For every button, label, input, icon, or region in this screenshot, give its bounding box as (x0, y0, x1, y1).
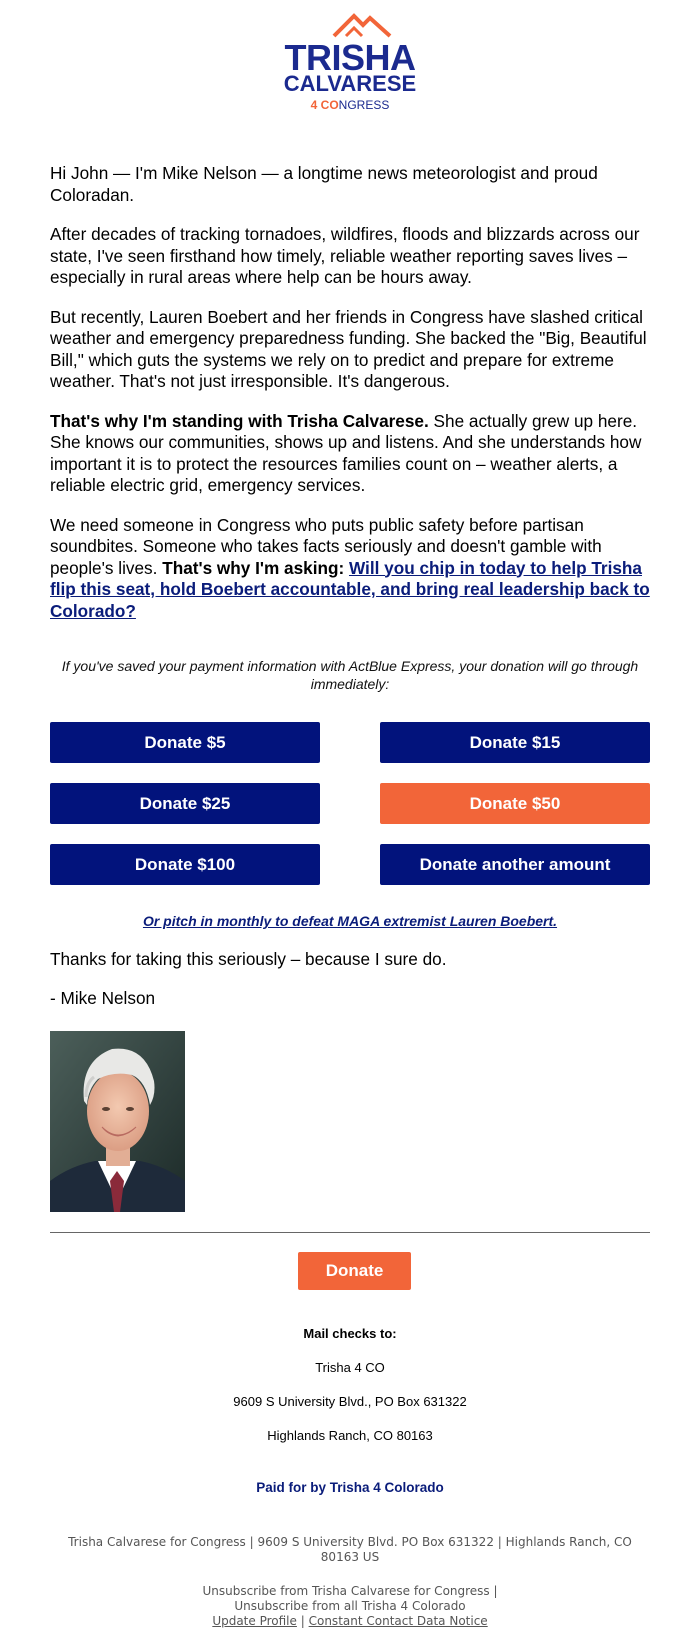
mail-checks-heading: Mail checks to: (303, 1326, 397, 1341)
email-body (50, 163, 650, 640)
mail-address-line-3: Highlands Ranch, CO 80163 (267, 1428, 433, 1443)
portrait-illustration (50, 1031, 185, 1212)
logo-line-congress (0, 98, 700, 112)
mail-address-line-2: 9609 S University Blvd., PO Box 631322 (233, 1394, 467, 1409)
monthly-donation (50, 913, 650, 929)
paragraph-experience: After decades of tracking tornadoes, wildfires, floods and blizzards across our state, I've seen firsthand how timely, reliable weather reporting saves lives – especially in rural areas where help can be hours away. (50, 224, 640, 287)
ask-bold: That's why I'm asking: (162, 557, 349, 578)
logo-4co: 4 CO (310, 98, 339, 112)
ask-intro: We need someone in Congress who puts public safety before partisan soundbites. Someone who takes facts seriously and doesn't gamble with people's lives. (50, 514, 602, 578)
unsubscribe-block (0, 1584, 700, 1629)
footer-donate-button[interactable]: Donate (298, 1252, 411, 1290)
donate-50-button[interactable]: Donate $50 (380, 783, 650, 824)
legal-address: Trisha Calvarese for Congress | 9609 S University Blvd. PO Box 631322 | Highlands Ranch, CO 80163 US (68, 1535, 632, 1564)
paragraph-ask (50, 515, 650, 623)
logo-ngress: NGRESS (338, 98, 390, 112)
paragraph-boebert: But recently, Lauren Boebert and her friends in Congress have slashed critical weather and emergency preparedness funding. She backed the "Big, Beautiful Bill," which guts the systems we rely on to predict and prepare for extreme weather. That's not just irresponsible. It's dangerous. (50, 306, 647, 391)
campaign-logo (0, 10, 700, 120)
mail-address-line-1: Trisha 4 CO (315, 1360, 385, 1375)
footer-divider (50, 1232, 650, 1233)
thanks-line: Thanks for taking this seriously – because I sure do. (50, 949, 447, 969)
logo-line-trisha: TRISHA (284, 37, 416, 78)
paragraph-greeting: Hi John — I'm Mike Nelson — a longtime news meteorologist and proud Coloradan. (50, 163, 598, 205)
signature: - Mike Nelson (50, 988, 156, 1008)
donate-other-amount-button[interactable]: Donate another amount (380, 844, 650, 885)
mike-nelson-photo (50, 1031, 185, 1212)
monthly-donation-link[interactable]: Or pitch in monthly to defeat MAGA extremist Lauren Boebert. (142, 913, 558, 929)
chip-in-link[interactable]: Will you chip in today to help Trisha flip this seat, hold Boebert accountable, and bring real leadership back to Colorado? (50, 557, 650, 621)
unsubscribe-campaign-link[interactable]: Unsubscribe from Trisha Calvarese for Congress | (202, 1584, 498, 1598)
update-profile-link[interactable]: Update Profile (212, 1614, 297, 1628)
endorsement-rest: She actually grew up here. She knows our communities, shows up and listens. And she understands how important it is to protect the resources families count on – weather alerts, a reliable electric grid, emergency services. (50, 410, 642, 495)
constant-contact-notice-link[interactable]: Constant Contact Data Notice (308, 1614, 488, 1628)
donate-100-button[interactable]: Donate $100 (50, 844, 320, 885)
donate-5-button[interactable]: Donate $5 (50, 722, 320, 763)
logo-line-calvarese: CALVARESE (283, 71, 417, 96)
footer-separator: | (300, 1614, 305, 1628)
paragraph-endorsement (50, 411, 650, 497)
mountain-icon (332, 12, 392, 38)
endorsement-bold: That's why I'm standing with Trisha Calvarese. (50, 410, 429, 431)
donate-15-button[interactable]: Donate $15 (380, 722, 650, 763)
paid-for-by: Paid for by Trisha 4 Colorado (256, 1480, 444, 1495)
donate-25-button[interactable]: Donate $25 (50, 783, 320, 824)
actblue-note: If you've saved your payment information with ActBlue Express, your donation will go through immediately: (61, 658, 639, 692)
unsubscribe-all-link[interactable]: Unsubscribe from all Trisha 4 Colorado (234, 1599, 466, 1613)
